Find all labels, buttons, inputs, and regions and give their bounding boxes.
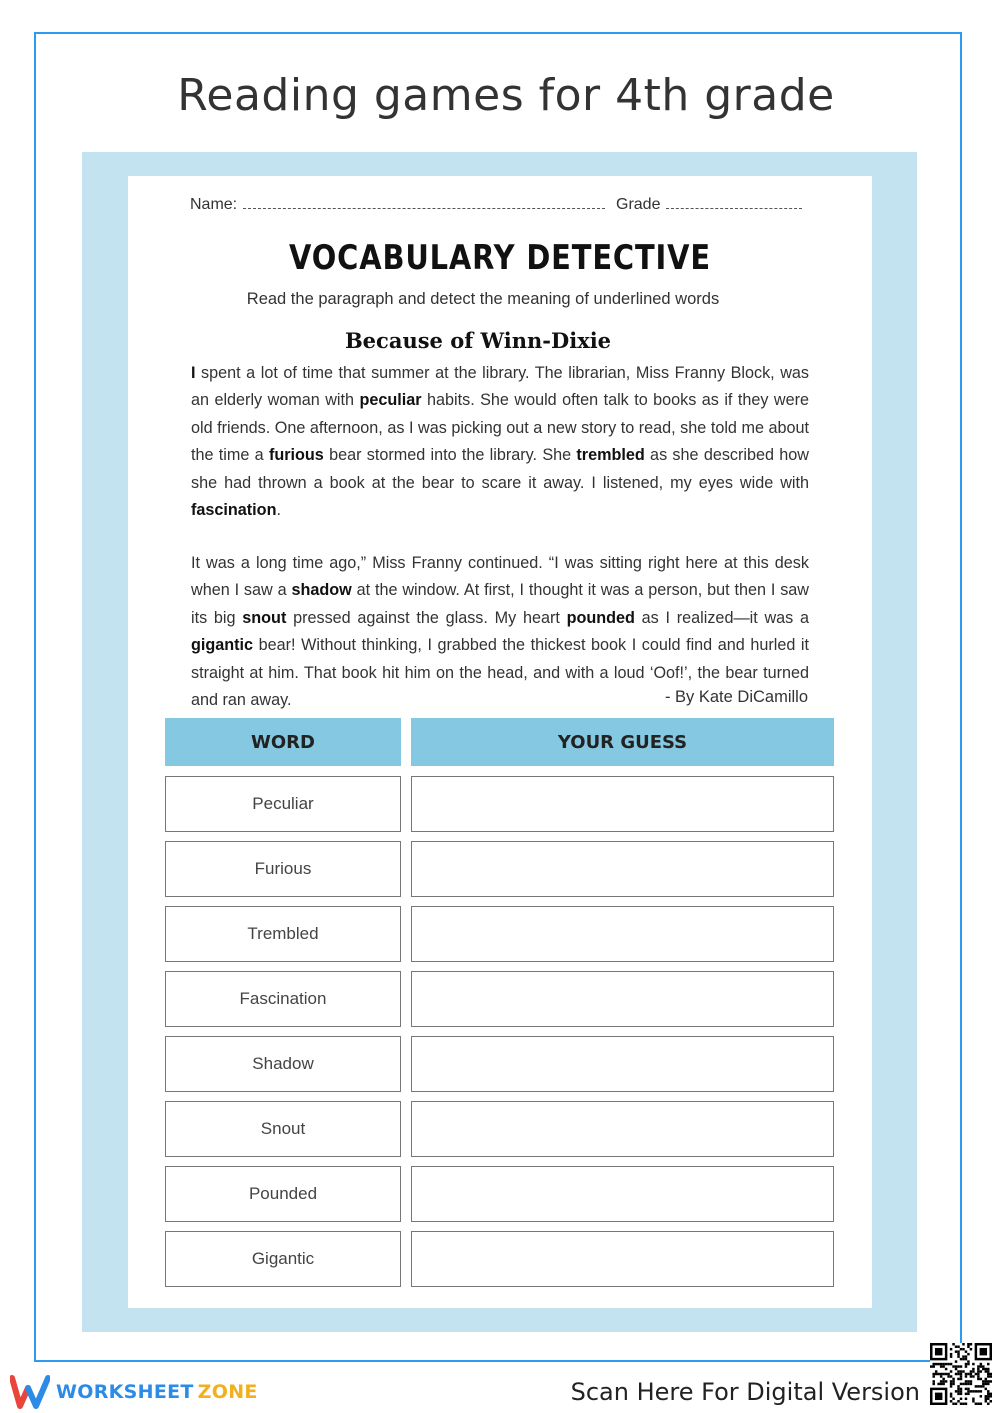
word-cell: Pounded <box>165 1166 401 1222</box>
paragraph-text: as she described how she had thrown a book at the bear to scare it away. I listened, my eyes wide with <box>191 446 809 492</box>
qr-code-icon[interactable] <box>930 1343 992 1405</box>
word-cell: Gigantic <box>165 1231 401 1287</box>
vocab-word: peculiar <box>359 391 422 410</box>
table-row <box>165 1036 834 1092</box>
table-row <box>165 906 834 962</box>
story-paragraph-1 <box>191 360 809 524</box>
name-field[interactable] <box>190 194 605 214</box>
paragraph-text: pressed against the glass. My heart <box>286 608 567 627</box>
table-row <box>165 1166 834 1222</box>
story-title: Because of Winn-Dixie <box>344 328 612 353</box>
word-cell: Shadow <box>165 1036 401 1092</box>
vocab-word: pounded <box>566 608 635 627</box>
guess-cell[interactable] <box>411 776 834 832</box>
vocab-word: fascination <box>191 501 277 520</box>
vocab-word: shadow <box>291 581 352 600</box>
word-cell: Snout <box>165 1101 401 1157</box>
vocab-word: trembled <box>576 446 645 465</box>
vocab-word: gigantic <box>191 636 254 655</box>
word-cell: Fascination <box>165 971 401 1027</box>
paragraph-text: bear! Without thinking, I grabbed the thickest book I could find and hurled it straight at him. That book hit him on the head, and with a loud ‘Oof!’, the bear turned and ran away. <box>191 636 809 710</box>
name-blank[interactable] <box>243 194 605 209</box>
paragraph-text: at the window. At first, I thought it was a person, but then I saw its big <box>191 581 809 627</box>
word-cell: Peculiar <box>165 776 401 832</box>
paragraph-text: bear stormed into the library. She <box>323 446 577 465</box>
table-row <box>165 1231 834 1287</box>
table-row <box>165 776 834 832</box>
logo-word-1: WORKSHEET <box>56 1381 194 1403</box>
guess-cell[interactable] <box>411 841 834 897</box>
vocab-word: furious <box>268 446 324 465</box>
guess-cell[interactable] <box>411 1036 834 1092</box>
paragraph-text: . <box>276 501 281 520</box>
logo-w-icon <box>10 1374 50 1410</box>
vocab-word: snout <box>242 608 287 627</box>
paragraph-text: spent a lot of time that summer at the library. The librarian, Miss Franny Block, was an elderly woman with <box>191 364 809 410</box>
paragraph-text: as I realized—it was a <box>634 608 809 627</box>
word-cell: Trembled <box>165 906 401 962</box>
worksheet-sheet <box>128 176 872 1308</box>
paragraph-text: It was a long time ago,” Miss Franny continued. “I was sitting right here at this desk when I saw a <box>191 554 809 600</box>
scan-text: Scan Here For Digital Version <box>570 1378 920 1406</box>
instruction-text: Read the paragraph and detect the meaning of underlined words <box>246 290 720 308</box>
vocab-word: I <box>191 364 196 382</box>
table-row <box>165 1101 834 1157</box>
worksheetzone-logo <box>10 1372 258 1412</box>
guess-cell[interactable] <box>411 1101 834 1157</box>
name-label: Name: <box>190 196 238 213</box>
word-cell: Furious <box>165 841 401 897</box>
guess-cell[interactable] <box>411 971 834 1027</box>
guess-cell[interactable] <box>411 1231 834 1287</box>
grade-blank[interactable] <box>666 194 802 209</box>
grade-field[interactable] <box>616 194 802 214</box>
table-row <box>165 971 834 1027</box>
table-row <box>165 841 834 897</box>
guess-cell[interactable] <box>411 1166 834 1222</box>
paragraph-text: habits. She would often talk to books as if they were old friends. One afternoon, as I was picking out a new story to read, she told me about the time a <box>191 391 809 465</box>
word-column-header: WORD <box>165 718 401 766</box>
grade-label: Grade <box>616 196 661 213</box>
logo-word-2: ZONE <box>197 1381 258 1403</box>
worksheet-title: VOCABULARY DETECTIVE <box>289 238 711 278</box>
guess-column-header: YOUR GUESS <box>411 718 834 766</box>
page-title: Reading games for 4th grade <box>177 70 835 121</box>
author-credit: - By Kate DiCamillo <box>664 688 808 706</box>
guess-cell[interactable] <box>411 906 834 962</box>
